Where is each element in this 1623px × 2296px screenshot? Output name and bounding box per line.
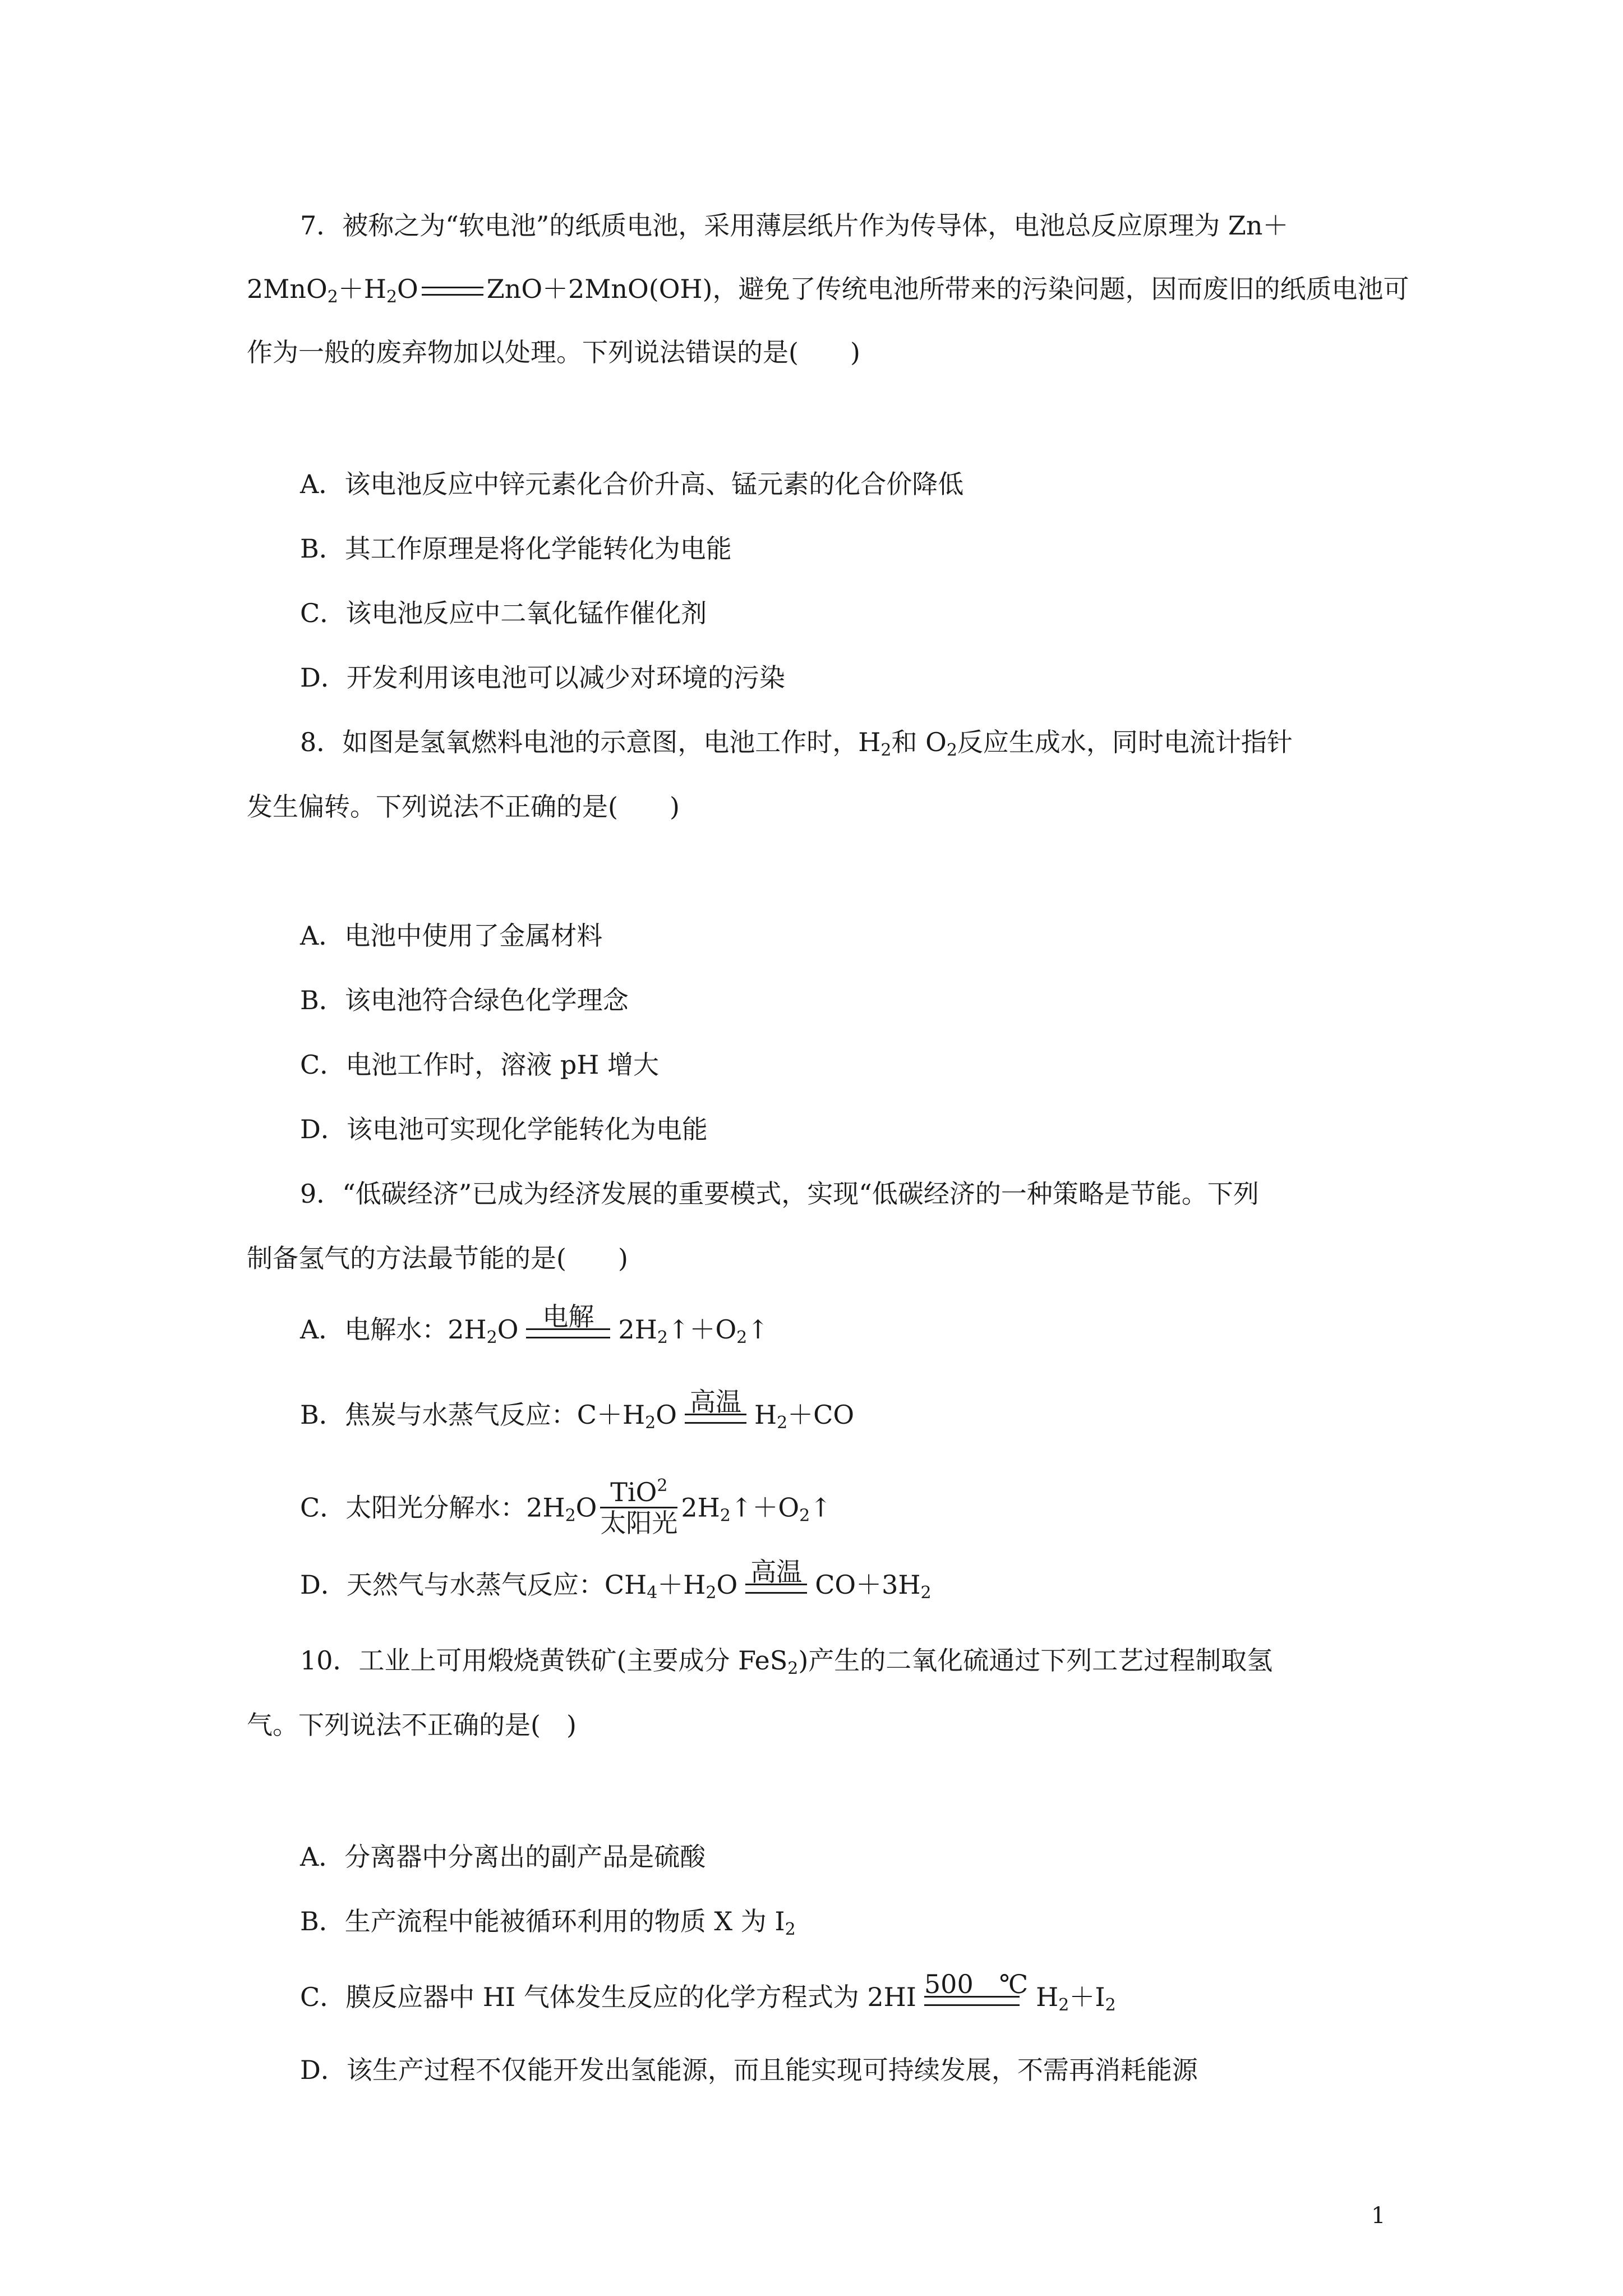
q7-line2 bbox=[247, 272, 1409, 306]
equals-sign bbox=[745, 1584, 807, 1594]
reaction-condition bbox=[526, 1301, 610, 1351]
reaction-condition bbox=[685, 1387, 746, 1436]
q8-option-c bbox=[300, 1048, 659, 1082]
gas-arrow: ↑ bbox=[747, 1314, 769, 1345]
condition-text: 500 ℃ bbox=[924, 1969, 1029, 1999]
option-text: B．生产流程中能被循环利用的物质 X 为 I bbox=[300, 1906, 785, 1936]
catalyst-text: TiO bbox=[610, 1477, 657, 1507]
condition-text: 高温 bbox=[750, 1557, 803, 1587]
sub-4: 4 bbox=[647, 1583, 658, 1603]
sub-2: 2 bbox=[736, 1328, 748, 1347]
q8-sub: 2 bbox=[880, 740, 892, 760]
product-text: ＋CO bbox=[787, 1400, 855, 1430]
condition-text bbox=[600, 1476, 677, 1507]
q10-text: )产生的二氧化硫通过下列工艺过程制取氢 bbox=[798, 1645, 1273, 1676]
q7-sub: 2 bbox=[327, 287, 338, 307]
product-text: ＋I bbox=[1069, 1982, 1105, 2012]
q7-option-c bbox=[300, 596, 707, 630]
option-text: A．电解水：2H bbox=[300, 1314, 487, 1345]
option-text: B．焦炭与水蒸气反应：C＋H bbox=[300, 1400, 645, 1430]
q10-option-d bbox=[300, 2053, 1198, 2087]
q8-line2 bbox=[247, 790, 680, 823]
q8-line2-text: 发生偏转。下列说法不正确的是( ) bbox=[247, 792, 680, 822]
q8-option-b bbox=[300, 983, 629, 1017]
option-text: D．该电池可实现化学能转化为电能 bbox=[300, 1114, 708, 1144]
sub-2: 2 bbox=[657, 1328, 668, 1347]
q8-text: 和 O bbox=[891, 727, 947, 757]
option-text: A．电池中使用了金属材料 bbox=[300, 921, 603, 951]
product-text: ↑＋O bbox=[730, 1492, 800, 1523]
option-text: A．该电池反应中锌元素化合价升高、锰元素的化合价降低 bbox=[300, 469, 964, 499]
option-text: C．膜反应器中 HI 气体发生反应的化学方程式为 2HI bbox=[300, 1982, 916, 2012]
option-text: D．开发利用该电池可以减少对环境的污染 bbox=[300, 662, 785, 693]
q8-text: 反应生成水，同时电流计指针 bbox=[957, 727, 1293, 757]
q7-o: O bbox=[397, 274, 418, 304]
q8-line1 bbox=[300, 725, 1293, 759]
q9-line1 bbox=[300, 1177, 1259, 1211]
q10-option-b bbox=[300, 1904, 796, 1938]
sub-2: 2 bbox=[565, 1506, 576, 1526]
product-text: ↑＋O bbox=[667, 1314, 737, 1345]
equals-sign bbox=[526, 1328, 610, 1338]
sup-2: 2 bbox=[657, 1476, 668, 1496]
q7-line1-text: 7．被称之为“软电池”的纸质电池，采用薄层纸片作为传导体，电池总反应原理为 Zn＋ bbox=[300, 210, 1289, 241]
q8-sub: 2 bbox=[946, 740, 957, 760]
option-text: D．该生产过程不仅能开发出氢能源，而且能实现可持续发展，不需再消耗能源 bbox=[300, 2055, 1198, 2085]
q7-line1 bbox=[300, 209, 1289, 242]
q9-line2-text: 制备氢气的方法最节能的是( ) bbox=[247, 1243, 628, 1273]
q10-option-a bbox=[300, 1840, 706, 1874]
sub-2: 2 bbox=[486, 1328, 497, 1347]
q10-option-c bbox=[300, 1969, 1116, 2018]
q7-line3-text: 作为一般的废弃物加以处理。下列说法错误的是( ) bbox=[247, 337, 860, 367]
product-text: H bbox=[1036, 1982, 1059, 2012]
q7-option-d bbox=[300, 661, 785, 694]
page-number: 1 bbox=[1371, 2203, 1386, 2229]
equals-sign bbox=[422, 287, 483, 296]
sub-2: 2 bbox=[920, 1583, 932, 1603]
product-text: H bbox=[754, 1400, 777, 1430]
q8-text: 8．如图是氢氧燃料电池的示意图，电池工作时，H bbox=[300, 727, 881, 757]
sub-2: 2 bbox=[785, 1920, 796, 1939]
q7-mno2: 2MnO bbox=[247, 274, 328, 304]
q7-option-a bbox=[300, 467, 963, 501]
option-text: ＋H bbox=[657, 1570, 706, 1600]
sub-2: 2 bbox=[777, 1413, 788, 1433]
sub-2: 2 bbox=[799, 1506, 810, 1526]
q9-line2 bbox=[247, 1241, 628, 1275]
condition-text: 太阳光 bbox=[600, 1508, 678, 1538]
equals-sign bbox=[685, 1414, 746, 1424]
option-text: B．其工作原理是将化学能转化为电能 bbox=[300, 533, 732, 564]
option-text: A．分离器中分离出的副产品是硫酸 bbox=[300, 1842, 706, 1872]
option-text: B．该电池符合绿色化学理念 bbox=[300, 985, 629, 1015]
sub-2: 2 bbox=[706, 1583, 717, 1603]
condition-text: 高温 bbox=[689, 1387, 741, 1417]
gas-arrow: ↑ bbox=[810, 1492, 832, 1523]
q7-sub: 2 bbox=[386, 287, 398, 307]
condition-text: 电解 bbox=[542, 1301, 594, 1332]
q8-option-a bbox=[300, 919, 602, 953]
q7-line2-text: ZnO＋2MnO(OH)，避免了传统电池所带来的污染问题，因而废旧的纸质电池可 bbox=[486, 274, 1409, 304]
q9-option-a: A．电解水：$2H_2O$ 电解 $2H_2↑+O_2↑$ bbox=[300, 1313, 769, 1351]
q7-h2o: ＋H bbox=[338, 274, 386, 304]
q9-option-d: D．天然气与水蒸气反应：$CH_4+H_2O$ 高温 $CO+3H_2$ bbox=[300, 1568, 932, 1606]
q10-line1 bbox=[300, 1644, 1272, 1677]
option-text: D．天然气与水蒸气反应：CH bbox=[300, 1570, 647, 1600]
product-text: CO＋3H bbox=[815, 1570, 921, 1600]
option-text: C．太阳光分解水：2H bbox=[300, 1492, 565, 1523]
q7-line3 bbox=[247, 335, 860, 369]
product-text: 2H bbox=[618, 1314, 657, 1345]
q10-line2-text: 气。下列说法不正确的是( ) bbox=[247, 1710, 577, 1740]
product-text: 2H bbox=[681, 1492, 720, 1523]
sub-2: 2 bbox=[645, 1413, 656, 1433]
reaction-condition bbox=[600, 1476, 678, 1538]
option-text: C．电池工作时，溶液 pH 增大 bbox=[300, 1050, 660, 1080]
option-text: C．该电池反应中二氧化锰作催化剂 bbox=[300, 598, 707, 628]
q10-line2 bbox=[247, 1708, 577, 1742]
equals-sign bbox=[924, 1996, 1020, 2006]
reaction-condition bbox=[745, 1557, 807, 1606]
reaction-condition bbox=[924, 1969, 1029, 2018]
q10-sub: 2 bbox=[787, 1659, 799, 1678]
sub-2: 2 bbox=[1105, 1995, 1116, 2015]
sub-2: 2 bbox=[720, 1506, 731, 1526]
q7-option-b bbox=[300, 532, 732, 565]
sub-2: 2 bbox=[1058, 1995, 1069, 2015]
q9-option-b: B．焦炭与水蒸气反应：$C+H_2O$ 高温 $H_2+CO$ bbox=[300, 1398, 854, 1436]
q9-line1-text: 9．“低碳经济”已成为经济发展的重要模式，实现“低碳经济的一种策略是节能。下列 bbox=[300, 1179, 1259, 1209]
q10-text: 10．工业上可用煅烧黄铁矿(主要成分 FeS bbox=[300, 1645, 788, 1676]
q8-option-d bbox=[300, 1112, 708, 1146]
q9-option-c: C．太阳光分解水：$2H_2O$ TiO$^2$ 太阳光 $2H_2↑+O_2↑$ bbox=[300, 1476, 832, 1538]
